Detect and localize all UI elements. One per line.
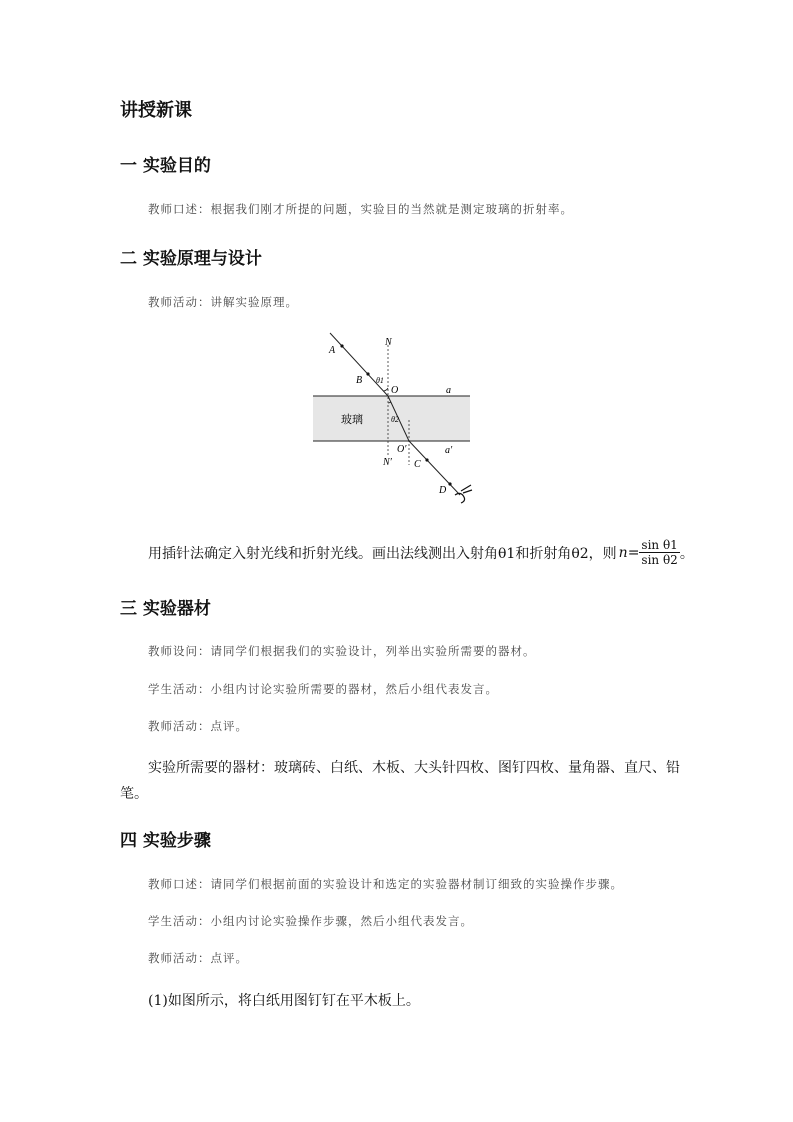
- pin-a: [340, 344, 343, 347]
- angle-arc-1: [383, 388, 388, 391]
- label-theta2: θ2: [391, 415, 399, 424]
- pin-c: [425, 458, 428, 461]
- incident-ray: [330, 333, 388, 396]
- paragraph: 教师口述：根据我们刚才所提的问题，实验目的当然就是测定玻璃的折射率。: [148, 202, 573, 216]
- formula-denominator: sin θ2: [641, 553, 678, 567]
- paragraph: 教师活动：讲解实验原理。: [148, 295, 298, 309]
- label-O-prime: O′: [397, 444, 407, 455]
- formula-paragraph: [148, 538, 694, 567]
- paragraph: 教师设问：请同学们根据我们的实验设计，列举出实验所需要的器材。: [148, 644, 536, 658]
- eye-icon: [455, 485, 472, 503]
- section-heading-steps: 四 实验步骤: [120, 831, 211, 851]
- materials-line-1: 实验所需要的器材：玻璃砖、白纸、木板、大头针四枚、图钉四枚、量角器、直尺、铅: [148, 760, 680, 776]
- label-N: N: [385, 337, 392, 348]
- section-heading-materials: 三 实验器材: [120, 599, 211, 619]
- label-a: a: [446, 385, 451, 396]
- label-glass: 玻璃: [341, 414, 363, 426]
- page-title: 讲授新课: [120, 100, 192, 121]
- label-a-prime: a′: [445, 445, 453, 456]
- label-B: B: [356, 375, 363, 386]
- paragraph: 学生活动：小组内讨论实验操作步骤，然后小组代表发言。: [148, 914, 473, 928]
- formula-fraction: [639, 538, 679, 567]
- paragraph: 学生活动：小组内讨论实验所需要的器材，然后小组代表发言。: [148, 682, 498, 696]
- formula-numerator: sin θ1: [641, 538, 678, 552]
- section-heading-purpose: 一 实验目的: [120, 156, 211, 176]
- paragraph: 教师活动：点评。: [148, 951, 248, 965]
- label-D: D: [439, 485, 447, 496]
- label-N-prime: N′: [383, 457, 392, 468]
- section-heading-principle: 二 实验原理与设计: [120, 249, 262, 269]
- label-O: O: [391, 385, 399, 396]
- formula-text: 用插针法确定入射光线和折射光线。画出法线测出入射角θ1和折射角θ2，则: [148, 545, 617, 562]
- paragraph: 教师口述：请同学们根据前面的实验设计和选定的实验器材制订细致的实验操作步骤。: [148, 877, 623, 891]
- formula-end: 。: [679, 545, 694, 562]
- label-theta1: θ1: [376, 376, 384, 385]
- pin-d: [448, 482, 451, 485]
- label-A: A: [329, 345, 336, 356]
- pin-b: [366, 372, 369, 375]
- refraction-diagram: [305, 325, 490, 510]
- formula-n: n=: [618, 544, 640, 561]
- step-1: (1)如图所示，将白纸用图钉钉在平木板上。: [148, 993, 420, 1009]
- paragraph: 教师活动：点评。: [148, 719, 248, 733]
- materials-line-2: 笔。: [120, 786, 148, 802]
- label-C: C: [414, 459, 421, 470]
